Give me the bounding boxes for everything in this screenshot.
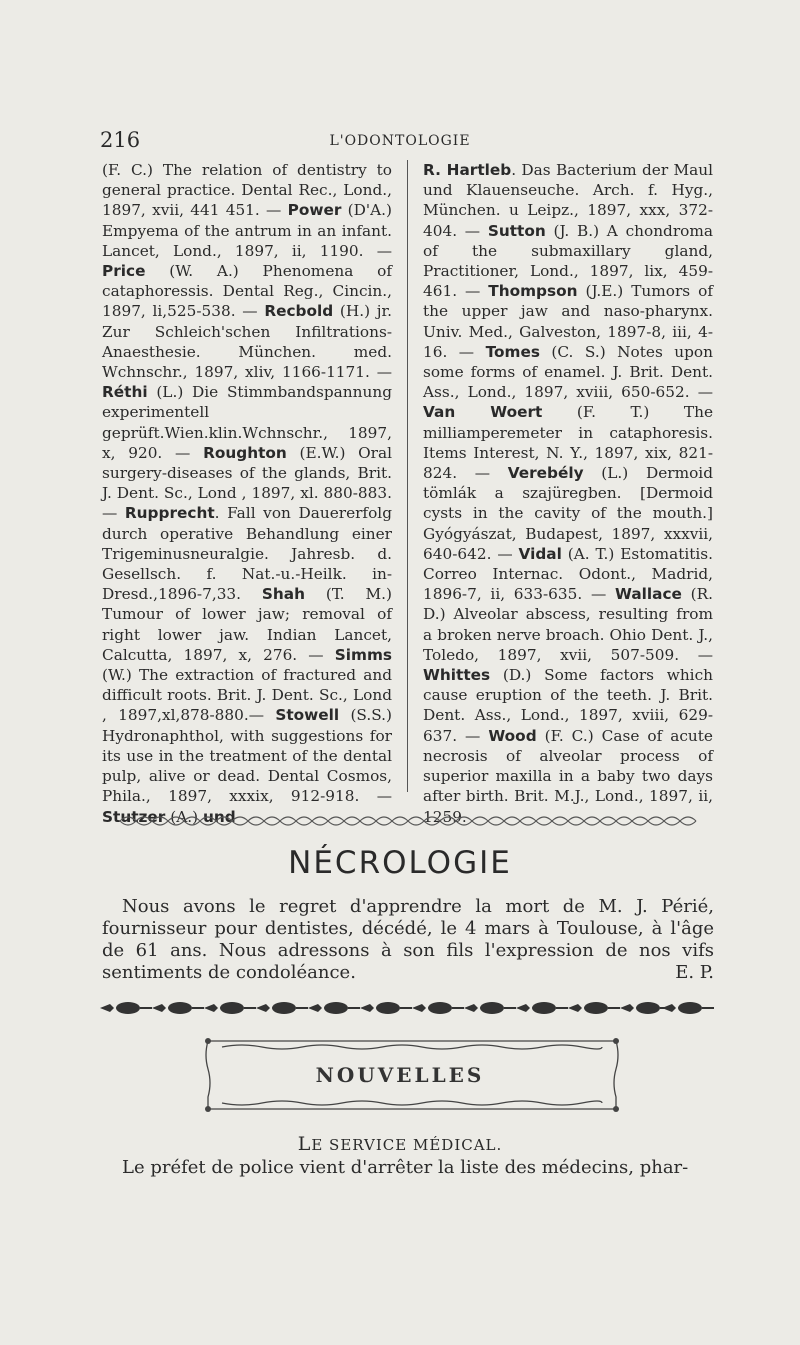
bibliography-right-column (423, 160, 713, 827)
necrologie-paragraph (102, 896, 714, 984)
citation-text: (E.W.) Oral surgery-diseases of the glands, Brit. J. Dent. Sc., Lond , 1897, xl. 880-883. — (102, 443, 393, 523)
citation-text: . Das Bacterium der Maul und Klauenseuche. Arch. f. Hyg., München. u Leipz., 1897, xxx, 372-404. — (423, 161, 714, 240)
column-divider (407, 160, 408, 792)
author-name: Rupprecht (124, 504, 215, 523)
author-name: Wood (488, 726, 537, 745)
citation-text: (S.S.) Hydronaphthol, with suggestions for its use in the treatment of the dental pulp, alive or dead. Dental Cosmos, Phila., 1897, xxxix, 912-918. — (102, 706, 392, 806)
necrologie-signature: E. P. (675, 962, 714, 983)
page-number: 216 (100, 128, 141, 152)
author-name: Shah (261, 585, 305, 604)
necrologie-text: Nous avons le regret d'apprendre la mort de M. J. Périé, fournisseur pour dentistes, décédé, le 4 mars à Toulouse, à l'âge de 61 ans. Nous adressons à son fils l'expression de nos vifs sentiments de condoléance. (102, 896, 714, 983)
bibliography-left-column (102, 160, 392, 827)
author-name: Whittes (423, 666, 491, 685)
author-name: und (202, 807, 236, 826)
ornament-divider-top (118, 812, 703, 830)
citation-text: (W.) The extraction of fractured and difficult roots. Brit. J. Dent. Sc., Lond , 1897,xl,878-880.— (102, 666, 392, 725)
citation-text: (F. T.) The milliamperemeter in cataphoresis. Items Interest, N. Y., 1897, xix, 821-824. — (423, 403, 714, 483)
citation-text: (F. C.) Case of acute necrosis of alveolar process of superior maxilla in a baby two days after birth. Brit. M.J., Lond., 1897, ii, 1259. (423, 726, 713, 826)
citation-text: (H.) jr. Zur Schleich'schen Infiltrations-Anaesthesie. München. med. Wchnschr., 1897, xliv, 1166-1171. — (102, 302, 392, 382)
author-name: R. Hartleb (423, 161, 512, 179)
citation-text: (T. M.) Tumour of lower jaw; removal of right lower jaw. Indian Lancet, Calcutta, 1897, x, 276. — (102, 585, 392, 664)
author-name: Van Woert (423, 403, 543, 422)
nouvelles-first-line: Le préfet de police vient d'arrêter la liste des médecins, phar- (122, 1157, 689, 1178)
citation-text: (R. D.) Alveolar abscess, resulting from a broken nerve broach. Ohio Dent. J., Toledo, 1897, xvii, 507-509. — (423, 585, 713, 664)
citation-text: (F. C.) The relation of dentistry to general practice. Dental Rec., Lond., 1897, xvii, 441 451. — (102, 161, 392, 220)
citation-text: (D'A.) Empyema of the antrum in an infant. Lancet, Lond., 1897, ii, 1190. — (102, 201, 392, 260)
citation-text: (J.E.) Tumors of the upper jaw and naso-pharynx. Univ. Med., Galveston, 1897-8, iii, 4-16. — (423, 282, 713, 361)
nouvelles-subtitle (0, 1133, 800, 1155)
ornament-divider-bottom (100, 998, 715, 1018)
citation-text: (J. B.) A chondroma of the submaxillary gland, Practitioner, Lond., 1897, lix, 459-461. — (423, 221, 713, 301)
author-name: Stowell (275, 706, 340, 725)
author-name: Sutton (487, 221, 546, 240)
citation-text: (W. A.) Phenomena of cataphoressis. Dental Reg., Cincin., 1897, li,525-538. — (102, 262, 392, 321)
author-name: Thompson (488, 282, 578, 301)
author-name: Simms (334, 645, 392, 664)
author-name: Power (287, 201, 342, 220)
nouvelles-title: NOUVELLES (315, 1063, 485, 1087)
citation-text: . Fall von Dauererfolg durch operative Behandlung einer Trigeminusneuralgie. Jahresb. d. Gesellsch. f. Nat.-u.-Heilk. in-Dresd.,1896-7,33. (102, 504, 392, 604)
author-name: Verebély (507, 464, 584, 483)
running-title: L'ODONTOLOGIE (329, 133, 471, 149)
author-name: Price (102, 262, 146, 281)
necrologie-title: NÉCROLOGIE (288, 845, 512, 881)
author-name: Roughton (203, 443, 287, 462)
author-name: Tomes (485, 342, 540, 361)
author-name: Wallace (615, 585, 682, 604)
citation-text: (L.) Die Stimmbandspannung experimentell geprüft.Wien.klin.Wchnschr., 1897, x, 920. — (102, 383, 392, 462)
citation-text: (C. S.) Notes upon some forms of enamel. J. Brit. Dent. Ass., Lond., 1897, xviii, 650-652. — (423, 342, 713, 402)
subtitle-rest: E SERVICE MÉDICAL. (311, 1136, 503, 1154)
subtitle-capital: L (297, 1133, 312, 1155)
citation-text: (D.) Some factors which cause eruption of the teeth. J. Brit. Dent. Ass., Lond., 1897, xviii, 629-637. — (423, 666, 713, 745)
author-name: Recbold (264, 302, 334, 321)
citation-text: (L.) Dermoid tömlák a szajüregben. [Dermoid cysts in the cavity of the mouth.] Gyógyászat, Budapest, 1897, xxxvii, 640-642. — (423, 464, 713, 563)
citation-text: (A.) (165, 807, 203, 826)
author-name: Stutzer (102, 807, 166, 826)
citation-text: (A. T.) Estomatitis. Correo Internac. Odont., Madrid, 1896-7, ii, 633-635. — (423, 544, 713, 604)
author-name: Vidal (518, 544, 562, 563)
author-name: Réthi (102, 383, 148, 402)
